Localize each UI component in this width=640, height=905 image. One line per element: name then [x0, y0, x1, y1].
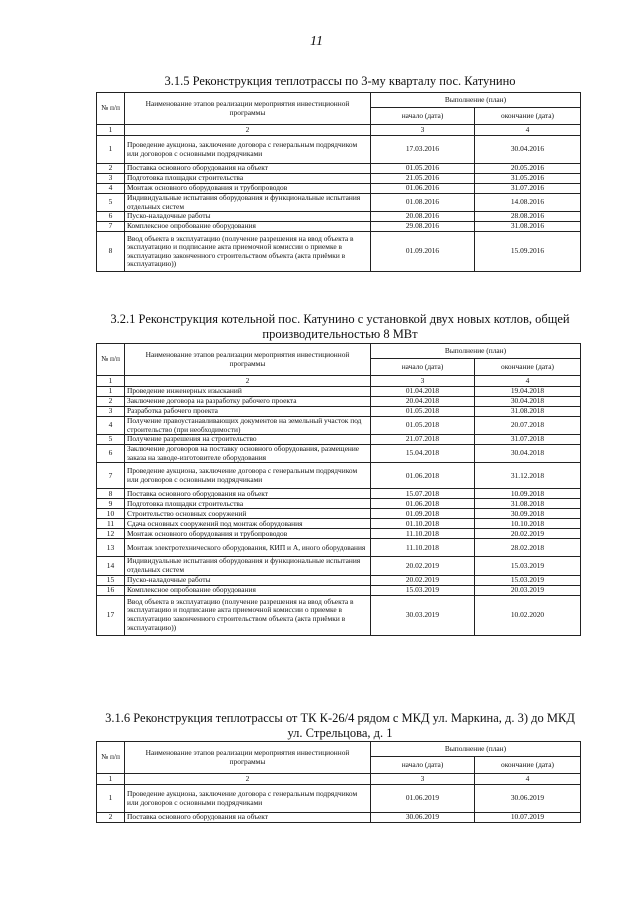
stage-name: Ввод объекта в эксплуатацию (получение разрешения на ввод объекта в эксплуатацию и подписание акта приемочной комиссии о приемке в эксплуатацию законченного строительством объекта (акта приёмки в эксплуатацию))	[125, 232, 371, 272]
table-row	[97, 435, 581, 445]
row-number: 7	[97, 463, 125, 489]
table-row	[97, 529, 581, 539]
column-number: 3	[371, 376, 475, 387]
start-date: 11.10.2018	[371, 539, 475, 557]
schedule-table	[96, 343, 581, 636]
end-date: 30.04.2016	[475, 136, 581, 164]
table-row	[97, 136, 581, 164]
start-date: 01.08.2016	[371, 194, 475, 212]
header-start: начало (дата)	[371, 108, 475, 125]
start-date: 01.10.2018	[371, 519, 475, 529]
stage-name: Проведение аукциона, заключение договора с генеральным подрядчиком или договоров с основными подрядчиками	[125, 136, 371, 164]
row-number: 6	[97, 212, 125, 222]
table-row	[97, 557, 581, 575]
stage-name: Поставка основного оборудования на объект	[125, 489, 371, 499]
stage-name: Получение правоустанавливающих документов на земельный участок под строительство (при необходимости)	[125, 417, 371, 435]
header-end: окончание (дата)	[475, 757, 581, 774]
start-date: 20.02.2019	[371, 575, 475, 585]
start-date: 11.10.2018	[371, 529, 475, 539]
section-title: 3.1.6 Реконструкция теплотрассы от ТК К-26/4 рядом с МКД ул. Маркина, д. 3) до МКД ул. Стрельцова, д. 1	[105, 711, 575, 740]
stage-name: Поставка основного оборудования на объект	[125, 164, 371, 174]
stage-name: Комплексное опробование оборудования	[125, 585, 371, 595]
table-row	[97, 813, 581, 823]
table-row	[97, 585, 581, 595]
table-row	[97, 212, 581, 222]
end-date: 20.07.2018	[475, 417, 581, 435]
stage-name: Проведение аукциона, заключение договора с генеральным подрядчиком или договоров с основными подрядчиками	[125, 785, 371, 813]
start-date: 01.09.2016	[371, 232, 475, 272]
stage-name: Проведение инженерных изысканий	[125, 387, 371, 397]
end-date: 14.08.2016	[475, 194, 581, 212]
start-date: 20.04.2018	[371, 397, 475, 407]
start-date: 01.06.2018	[371, 463, 475, 489]
row-number: 3	[97, 407, 125, 417]
row-number: 4	[97, 184, 125, 194]
end-date: 31.08.2018	[475, 499, 581, 509]
row-number: 5	[97, 194, 125, 212]
row-number: 5	[97, 435, 125, 445]
end-date: 15.09.2016	[475, 232, 581, 272]
section-title: 3.1.5 Реконструкция теплотрассы по 3-му кварталу пос. Катунино	[164, 74, 516, 88]
section-title: 3.2.1 Реконструкция котельной пос. Катунино с установкой двух новых котлов, общей производительностью 8 МВт	[110, 312, 570, 341]
row-number: 15	[97, 575, 125, 585]
row-number: 9	[97, 499, 125, 509]
table-row	[97, 499, 581, 509]
row-number: 14	[97, 557, 125, 575]
table-row	[97, 785, 581, 813]
start-date: 20.02.2019	[371, 557, 475, 575]
header-num: № п/п	[97, 93, 125, 125]
table-row	[97, 539, 581, 557]
page-number: 11	[310, 34, 323, 49]
stage-name: Проведение аукциона, заключение договора с генеральным подрядчиком или договоров с основными подрядчиками	[125, 463, 371, 489]
start-date: 17.03.2016	[371, 136, 475, 164]
stage-name: Монтаж основного оборудования и трубопроводов	[125, 184, 371, 194]
schedule-table	[96, 741, 581, 823]
end-date: 10.09.2018	[475, 489, 581, 499]
row-number: 4	[97, 417, 125, 435]
start-date: 01.06.2016	[371, 184, 475, 194]
table-row	[97, 184, 581, 194]
schedule-table	[96, 92, 581, 272]
row-number: 8	[97, 232, 125, 272]
stage-name: Индивидуальные испытания оборудования и функциональные испытания отдельных систем	[125, 194, 371, 212]
start-date: 01.05.2018	[371, 407, 475, 417]
header-end: окончание (дата)	[475, 108, 581, 125]
table-row	[97, 232, 581, 272]
end-date: 31.07.2018	[475, 435, 581, 445]
header-start: начало (дата)	[371, 359, 475, 376]
end-date: 10.07.2019	[475, 813, 581, 823]
column-number: 4	[475, 376, 581, 387]
table-row	[97, 417, 581, 435]
end-date: 10.10.2018	[475, 519, 581, 529]
table-row	[97, 509, 581, 519]
start-date: 15.03.2019	[371, 585, 475, 595]
end-date: 30.04.2018	[475, 397, 581, 407]
row-number: 17	[97, 595, 125, 635]
column-number: 3	[371, 125, 475, 136]
column-number: 3	[371, 774, 475, 785]
column-number: 1	[97, 774, 125, 785]
row-number: 1	[97, 785, 125, 813]
row-number: 7	[97, 222, 125, 232]
stage-name: Подготовка площадки строительства	[125, 174, 371, 184]
row-number: 10	[97, 509, 125, 519]
end-date: 31.08.2018	[475, 407, 581, 417]
table-row	[97, 174, 581, 184]
start-date: 01.05.2018	[371, 417, 475, 435]
row-number: 16	[97, 585, 125, 595]
row-number: 6	[97, 445, 125, 463]
row-number: 2	[97, 813, 125, 823]
table-row	[97, 575, 581, 585]
header-stage: Наименование этапов реализации мероприятия инвестиционной программы	[125, 93, 371, 125]
stage-name: Разработка рабочего проекта	[125, 407, 371, 417]
start-date: 15.07.2018	[371, 489, 475, 499]
start-date: 01.09.2018	[371, 509, 475, 519]
header-stage: Наименование этапов реализации мероприятия инвестиционной программы	[125, 344, 371, 376]
table-row	[97, 463, 581, 489]
end-date: 31.08.2016	[475, 222, 581, 232]
start-date: 30.03.2019	[371, 595, 475, 635]
stage-name: Получение разрешения на строительство	[125, 435, 371, 445]
start-date: 01.06.2018	[371, 499, 475, 509]
stage-name: Заключение договора на разработку рабочего проекта	[125, 397, 371, 407]
end-date: 20.02.2019	[475, 529, 581, 539]
stage-name: Монтаж электротехнического оборудования, КИП и А, иного оборудования	[125, 539, 371, 557]
column-number: 4	[475, 125, 581, 136]
stage-name: Комплексное опробование оборудования	[125, 222, 371, 232]
stage-name: Поставка основного оборудования на объект	[125, 813, 371, 823]
column-number: 2	[125, 376, 371, 387]
end-date: 20.05.2016	[475, 164, 581, 174]
stage-name: Строительство основных сооружений	[125, 509, 371, 519]
end-date: 31.12.2018	[475, 463, 581, 489]
row-number: 1	[97, 387, 125, 397]
stage-name: Индивидуальные испытания оборудования и функциональные испытания отдельных систем	[125, 557, 371, 575]
stage-name: Подготовка площадки строительства	[125, 499, 371, 509]
table-row	[97, 445, 581, 463]
end-date: 31.07.2016	[475, 184, 581, 194]
row-number: 2	[97, 164, 125, 174]
start-date: 01.05.2016	[371, 164, 475, 174]
table-row	[97, 387, 581, 397]
end-date: 30.06.2019	[475, 785, 581, 813]
end-date: 30.04.2018	[475, 445, 581, 463]
header-plan: Выполнение (план)	[371, 93, 581, 108]
end-date: 28.02.2018	[475, 539, 581, 557]
header-start: начало (дата)	[371, 757, 475, 774]
table-row	[97, 164, 581, 174]
stage-name: Пуско-наладочные работы	[125, 575, 371, 585]
end-date: 20.03.2019	[475, 585, 581, 595]
table-row	[97, 595, 581, 635]
row-number: 3	[97, 174, 125, 184]
start-date: 20.08.2016	[371, 212, 475, 222]
end-date: 15.03.2019	[475, 557, 581, 575]
start-date: 15.04.2018	[371, 445, 475, 463]
header-num: № п/п	[97, 344, 125, 376]
row-number: 12	[97, 529, 125, 539]
column-number: 1	[97, 376, 125, 387]
end-date: 31.05.2016	[475, 174, 581, 184]
column-number: 4	[475, 774, 581, 785]
stage-name: Монтаж основного оборудования и трубопроводов	[125, 529, 371, 539]
start-date: 01.04.2018	[371, 387, 475, 397]
row-number: 1	[97, 136, 125, 164]
start-date: 29.08.2016	[371, 222, 475, 232]
row-number: 8	[97, 489, 125, 499]
header-end: окончание (дата)	[475, 359, 581, 376]
header-plan: Выполнение (план)	[371, 742, 581, 757]
start-date: 01.06.2019	[371, 785, 475, 813]
start-date: 21.07.2018	[371, 435, 475, 445]
column-number: 2	[125, 774, 371, 785]
stage-name: Сдача основных сооружений под монтаж оборудования	[125, 519, 371, 529]
end-date: 10.02.2020	[475, 595, 581, 635]
end-date: 28.08.2016	[475, 212, 581, 222]
table-row	[97, 194, 581, 212]
table-row	[97, 519, 581, 529]
row-number: 11	[97, 519, 125, 529]
table-row	[97, 397, 581, 407]
column-number: 1	[97, 125, 125, 136]
end-date: 15.03.2019	[475, 575, 581, 585]
header-stage: Наименование этапов реализации мероприятия инвестиционной программы	[125, 742, 371, 774]
row-number: 2	[97, 397, 125, 407]
end-date: 19.04.2018	[475, 387, 581, 397]
column-number: 2	[125, 125, 371, 136]
start-date: 30.06.2019	[371, 813, 475, 823]
stage-name: Заключение договоров на поставку основного оборудования, размещение заказа на заводе-изготовителе оборудования	[125, 445, 371, 463]
start-date: 21.05.2016	[371, 174, 475, 184]
stage-name: Ввод объекта в эксплуатацию (получение разрешения на ввод объекта в эксплуатацию и подписание акта приемочной комиссии о приемке в эксплуатацию законченного строительством объекта (акта приёмки в эксплуатацию))	[125, 595, 371, 635]
stage-name: Пуско-наладочные работы	[125, 212, 371, 222]
table-row	[97, 407, 581, 417]
row-number: 13	[97, 539, 125, 557]
end-date: 30.09.2018	[475, 509, 581, 519]
table-row	[97, 222, 581, 232]
header-plan: Выполнение (план)	[371, 344, 581, 359]
header-num: № п/п	[97, 742, 125, 774]
table-row	[97, 489, 581, 499]
